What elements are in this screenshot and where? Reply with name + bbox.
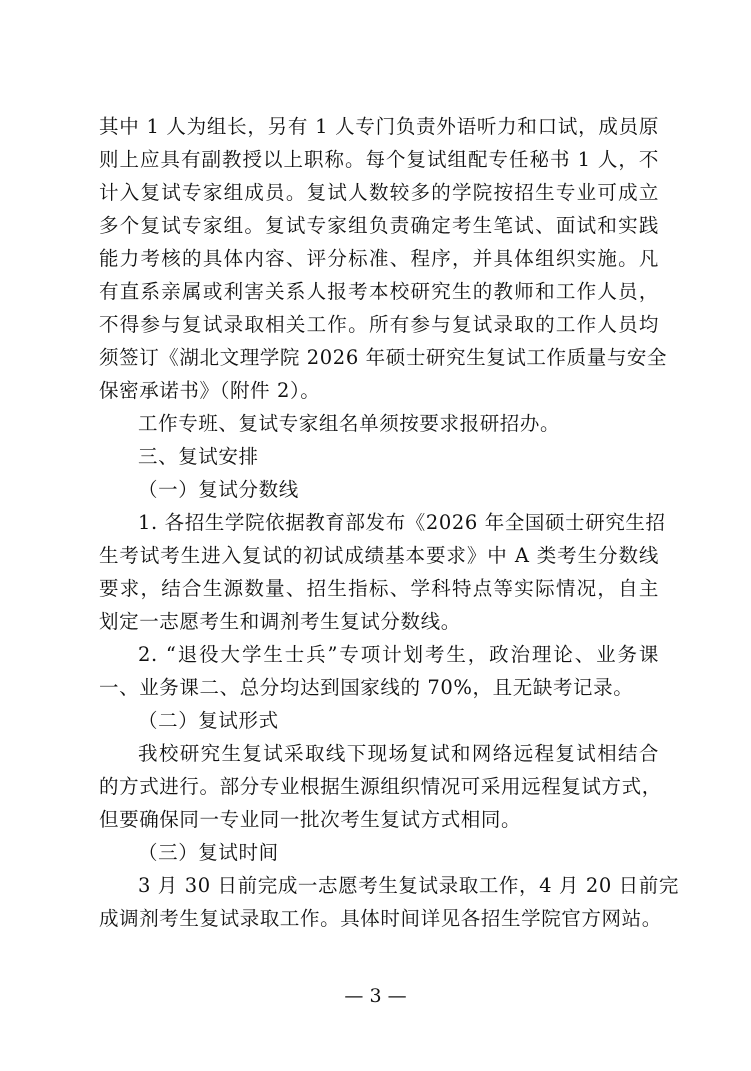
body-text-line: 我校研究生复试采取线下现场复试和网络远程复试相结合 <box>138 742 659 765</box>
body-text-line: 计入复试专家组成员。复试人数较多的学院按招生专业可成立 <box>99 181 659 204</box>
subsection-heading: （一）复试分数线 <box>138 478 299 501</box>
body-text-line: 有直系亲属或利害关系人报考本校研究生的教师和工作人员， <box>99 280 659 303</box>
subsection-heading: （三）复试时间 <box>138 841 279 864</box>
section-heading: 三、复试安排 <box>138 445 259 468</box>
body-text-line: 能力考核的具体内容、评分标准、程序，并具体组织实施。凡 <box>99 247 659 270</box>
body-text-line: 工作专班、复试专家组名单须按要求报研招办。 <box>138 412 561 435</box>
body-text-line: 但要确保同一专业同一批次考生复试方式相同。 <box>99 808 522 831</box>
body-text-line: 的方式进行。部分专业根据生源组织情况可采用远程复试方式， <box>99 775 662 798</box>
page-number: — 3 — <box>344 985 407 1007</box>
body-text-line: 成调剂考生复试录取工作。具体时间详见各招生学院官方网站。 <box>99 907 662 930</box>
subsection-heading: （二）复试形式 <box>138 709 279 732</box>
body-text-line: 1. 各招生学院依据教育部发布《2026 年全国硕士研究生招 <box>138 511 666 534</box>
body-text-line: 要求，结合生源数量、招生指标、学科特点等实际情况，自主 <box>99 577 659 600</box>
body-text-line: 须签订《湖北文理学院 2026 年硕士研究生复试工作质量与安全 <box>99 346 668 369</box>
body-text-line: 2. “退役大学生士兵”专项计划考生，政治理论、业务课 <box>138 643 659 666</box>
body-text-line: 3 月 30 日前完成一志愿考生复试录取工作，4 月 20 日前完 <box>138 874 679 897</box>
body-text-line: 一、业务课二、总分均达到国家线的 70%，且无缺考记录。 <box>99 676 634 699</box>
body-text-line: 其中 1 人为组长，另有 1 人专门负责外语听力和口试，成员原 <box>99 115 659 138</box>
body-text-line: 多个复试专家组。复试专家组负责确定考生笔试、面试和实践 <box>99 214 659 237</box>
body-text-line: 生考试考生进入复试的初试成绩基本要求》中 A 类考生分数线 <box>99 544 659 567</box>
body-text-line: 划定一志愿考生和调剂考生复试分数线。 <box>99 610 461 633</box>
body-text-line: 保密承诺书》（附件 2）。 <box>99 379 321 402</box>
body-text-line: 则上应具有副教授以上职称。每个复试组配专任秘书 1 人，不 <box>99 148 659 171</box>
body-text-line: 不得参与复试录取相关工作。所有参与复试录取的工作人员均 <box>99 313 659 336</box>
